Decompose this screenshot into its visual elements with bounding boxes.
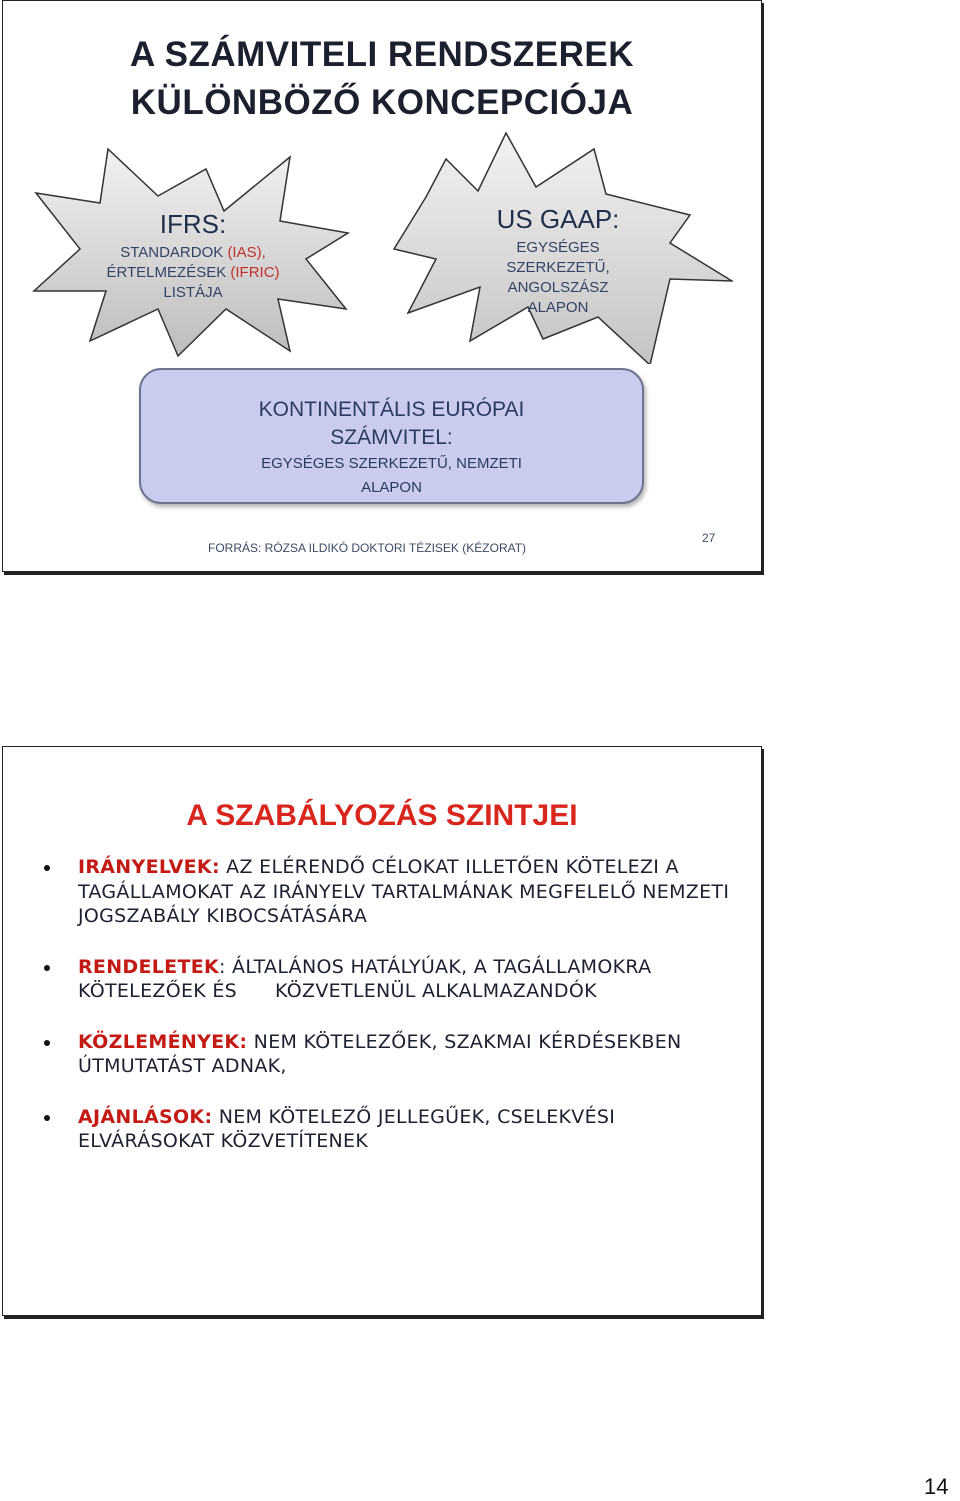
usgaap-line-1: EGYSÉGES xyxy=(516,239,600,256)
slide-title xyxy=(3,31,761,127)
title-line-1: A SZÁMVITELI RENDSZEREK xyxy=(129,35,635,74)
europe-line-1: KONTINENTÁLIS EURÓPAI xyxy=(258,398,525,421)
slide-27 xyxy=(2,0,762,572)
bullet-text: : ÁLTALÁNOS HATÁLYÚAK, A TAGÁLLAMOKRA KÖTELEZŐEK ÉS KÖZVETLENÜL ALKALMAZANDÓK xyxy=(78,955,658,1002)
bullet-list xyxy=(43,855,743,1180)
bullet-text: AZ ELÉRENDŐ CÉLOKAT ILLETŐEN KÖTELEZI A TAGÁLLAMOKAT AZ IRÁNYELV TARTALMÁNAK MEGFELELŐ NEMZETI JOGSZABÁLY KIBOCSÁTÁSÁRA xyxy=(78,856,730,927)
ifrs-burst xyxy=(73,209,313,303)
source-citation: FORRÁS: RÓZSA ILDIKÓ DOKTORI TÉZISEK (KÉZORAT) xyxy=(208,541,527,555)
bullet-term: KÖZLEMÉNYEK: xyxy=(78,1030,248,1053)
usgaap-line-2: SZERKEZETŰ, xyxy=(506,259,610,276)
title-line-2: KÜLÖNBÖZŐ KONCEPCIÓJA xyxy=(130,83,634,122)
usgaap-heading: US GAAP: xyxy=(496,204,620,234)
bullet-term: RENDELETEK xyxy=(78,955,220,978)
europe-line-4: ALAPON xyxy=(361,479,422,496)
usgaap-burst xyxy=(433,204,683,318)
list-item xyxy=(43,855,743,929)
slide-number: 27 xyxy=(702,531,716,545)
ifrs-interpretations: ÉRTELMEZÉSEK xyxy=(106,264,231,281)
bullet-term: AJÁNLÁSOK: xyxy=(78,1105,213,1128)
bullet-icon xyxy=(44,965,50,971)
ifrs-standards: STANDARDOK xyxy=(120,244,228,261)
list-item xyxy=(43,955,743,1004)
page-number: 14 xyxy=(924,1474,949,1499)
bullet-term: IRÁNYELVEK: xyxy=(78,856,220,878)
ifrs-line-3: LISTÁJA xyxy=(163,284,223,301)
list-item xyxy=(43,1105,743,1154)
continental-europe-box xyxy=(139,368,644,504)
bullet-text: NEM KÖTELEZŐEK, SZAKMAI KÉRDÉSEKBEN ÚTMUTATÁST ADNAK, xyxy=(78,1030,682,1077)
bullet-icon xyxy=(44,1115,50,1121)
ifrs-heading: IFRS: xyxy=(159,209,227,239)
ifrs-line-1 xyxy=(73,243,313,263)
usgaap-line-3: ANGOLSZÁSZ xyxy=(507,279,609,296)
list-item xyxy=(43,1030,743,1079)
europe-line-3: EGYSÉGES SZERKEZETŰ, NEMZETI xyxy=(261,455,522,472)
europe-line-2: SZÁMVITEL: xyxy=(330,426,453,449)
bullet-icon xyxy=(44,865,50,871)
ifrs-ifric: (IFRIC) xyxy=(230,264,280,281)
ifrs-ias: (IAS), xyxy=(227,244,266,261)
usgaap-line-4: ALAPON xyxy=(527,299,589,316)
bullet-icon xyxy=(44,1040,50,1046)
bullet-text: NEM KÖTELEZŐ JELLEGŰEK, CSELEKVÉSI ELVÁRÁSOKAT KÖZVETÍTENEK xyxy=(78,1105,616,1152)
slide-regulation-levels xyxy=(2,746,762,1316)
ifrs-line-2 xyxy=(73,263,313,283)
slide-title: A SZABÁLYOZÁS SZINTJEI xyxy=(186,799,578,832)
